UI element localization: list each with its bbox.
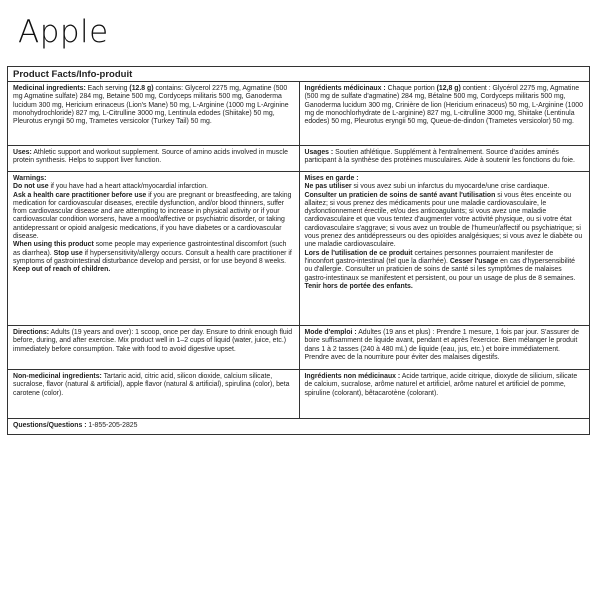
- uses-row: [8, 146, 589, 172]
- label: Non-medicinal ingredients:: [13, 373, 102, 380]
- directions-en: [8, 326, 299, 369]
- text: Athletic support and workout supplement. Source of amino acids involved in muscle protein synthesis. Helps to support liver function.: [13, 149, 289, 165]
- label: Uses:: [13, 149, 32, 156]
- text: certaines personnes pourraient manifester de l'inconfort gastro-intestinal (tel que la diarrhée).: [304, 249, 554, 265]
- warning-bold: Stop use: [53, 249, 83, 257]
- warning-bold: Lors de l'utilisation de ce produit: [304, 249, 413, 257]
- questions-label: Questions/Questions :: [13, 422, 87, 429]
- serving-size: (12,8 g): [436, 85, 461, 92]
- warning-bold: Do not use: [13, 183, 49, 191]
- label: Ingrédients non médicinaux :: [304, 373, 401, 380]
- directions-fr: [299, 326, 590, 369]
- text: Each serving: [85, 85, 130, 92]
- text: if hypersensitivity/allergy occurs. Consult a health care practitioner if symptoms of gastrointestinal disturbance develop and persist, or for use beyond 8 weeks.: [13, 249, 292, 265]
- warning-bold: Keep out of reach of children.: [13, 266, 111, 274]
- warning-bold: Ne pas utiliser: [304, 183, 352, 191]
- non-medicinal-en: [8, 370, 299, 418]
- product-facts-panel: [7, 66, 590, 435]
- warnings-row: [8, 172, 589, 326]
- questions-row: [8, 419, 589, 432]
- text: si vous avez subi un infarctus du myocarde/une crise cardiaque.: [351, 183, 550, 191]
- warning-bold: Cesser l'usage: [449, 257, 499, 265]
- warning-bold: When using this product: [13, 241, 94, 249]
- text: en cas d'hypersensibilité ou d'allergie. Consulter un praticien de soins de santé si les symptômes de malaises gastro-intestinaux se manifestent et persistent, ou pour un usage de plus de 8 semaines.: [304, 257, 576, 282]
- warnings-fr: [299, 172, 590, 325]
- warning-bold: Consulter un praticien de soins de santé avant l'utilisation: [304, 191, 496, 199]
- text: Chaque portion: [385, 85, 437, 92]
- text: si vous êtes enceinte ou allaitez; si vous prenez des médicaments pour une maladie cardiovasculaire, le dysfonctionnement érectile, et/ou des anticoagulants; si vous avez une maladie cardiovasculaire et que vous tentez d'augmenter votre activité physique, ou si votre état cardiovasculaire s'aggrave; si vous avez un trouble de l'humeur/affectif ou psychiatrique; si vous prenez des antidépresseurs ou des opioïdes analgésiques; si vous avez le diabète ou une maladie cardiovasculaire.: [304, 191, 583, 249]
- text: Acide tartrique, acide citrique, dioxyde de silicium, silicate de calcium, sucralose, arôme naturel et artificiel, arôme naturel et artificiel de pomme, spiruline (colorant), bêtacarotène (colorant).: [304, 373, 578, 397]
- text: if you have had a heart attack/myocardial infarction.: [48, 183, 208, 191]
- flavor-title: Apple: [18, 14, 109, 50]
- warning-bold: Tenir hors de portée des enfants.: [304, 282, 413, 290]
- label: Mises en garde :: [304, 175, 359, 182]
- label: Usages :: [304, 149, 334, 156]
- uses-en: [8, 146, 299, 171]
- non-medicinal-fr: [299, 370, 590, 418]
- uses-fr: [299, 146, 590, 171]
- text: contient : Glycérol 2275 mg, Agmatine (500 mg de sulfate d'agmatine) 284 mg, Bétaïne 500 mg, Cordyceps militaris 500 mg, Ganoderma lucidum 300 mg, Crinière de lion (Hericium erinaceus) 50 mg, L-Arginine (1000 mg de monochlorhydrate de L-arginine) 827 mg, L-citrulline 3000 mg, Shiitake (Lentinula edodes) 50 mg, Pleurotus eryngii 50 mg, Queue-de-dindon (Trametes versicolor) 50 mg.: [304, 85, 583, 126]
- non-medicinal-row: [8, 370, 589, 419]
- phone-number: 1-855-205-2825: [86, 422, 138, 429]
- text: Adults (19 years and over): 1 scoop, once per day. Ensure to drink enough fluid before, during, and after exercise. Mix product well in 1–2 cups of liquid (water, juice, etc.) immediately before consumption. Take with food to avoid digestive upset.: [13, 329, 293, 353]
- label: Medicinal ingredients:: [13, 85, 86, 92]
- warning-bold: Ask a health care practitioner before use: [13, 191, 147, 199]
- label: Warnings:: [13, 175, 47, 182]
- medicinal-ingredients-fr: [299, 82, 590, 145]
- warnings-en: [8, 172, 299, 325]
- label: Mode d'emploi :: [304, 329, 357, 336]
- text: Tartaric acid, citric acid, silicon dioxide, calcium silicate, sucralose, flavor (natural & artificial), apple flavor (natural & artificial), spirulina (color), beta carotene (color).: [13, 373, 290, 397]
- text: if you are pregnant or breastfeeding, are taking medication for cardiovascular diseases, erectile dysfunction, and/or blood thinners, suffer from cardiovascular disease and are attempting to increase in physical activity or if your cardiovascular condition worsens, have a mood/affective or psychiatric disorder, or taking antidepressant or opioid analgesic medications, if you have diabetes or a cardiovascular disease.: [13, 191, 292, 241]
- label: Directions:: [13, 329, 49, 336]
- serving-size: (12.8 g): [129, 85, 154, 92]
- text: Soutien athlétique. Supplément à l'entraînement. Source d'acides aminés participant à la synthèse des protéines musculaires. Aide à soutenir les fonctions du foie.: [304, 149, 575, 165]
- directions-row: [8, 326, 589, 370]
- medicinal-ingredients-en: [8, 82, 299, 145]
- label: Ingrédients médicinaux :: [304, 85, 386, 92]
- text: Adultes (19 ans et plus) : Prendre 1 mesure, 1 fois par jour. S'assurer de boire suffisamment de liquide avant, pendant et après l'exercice. Bien mélanger le produit dans 1 à 2 tasses (240 à 480 mL) de liquide (eau, jus, etc.) et boire immédiatement. Prendre avec de la nourriture pour éviter des malaises digestifs.: [304, 329, 579, 361]
- medicinal-ingredients-row: [8, 82, 589, 146]
- text: some people may experience gastrointestinal discomfort (such as diarrhea).: [13, 241, 287, 257]
- panel-title: Product Facts/Info-produit: [8, 67, 589, 82]
- text: contains: Glycerol 2275 mg, Agmatine (500 mg Agmatine sulfate) 284 mg, Betaine 500 mg, Cordyceps militaris 500 mg, Ganoderma lucidum 300 mg, Hericium erinaceus (Lion's Mane) 50 mg, L-Arginine (1000 mg L-Arginine monohydrochloride) 827 mg, L-Citrulline 3000 mg, Lentinula edodes (Shiitake) 50 mg, Pleurotus eryngii 50 mg, Trametes versicolor (Turkey Tail) 50 mg.: [13, 85, 289, 126]
